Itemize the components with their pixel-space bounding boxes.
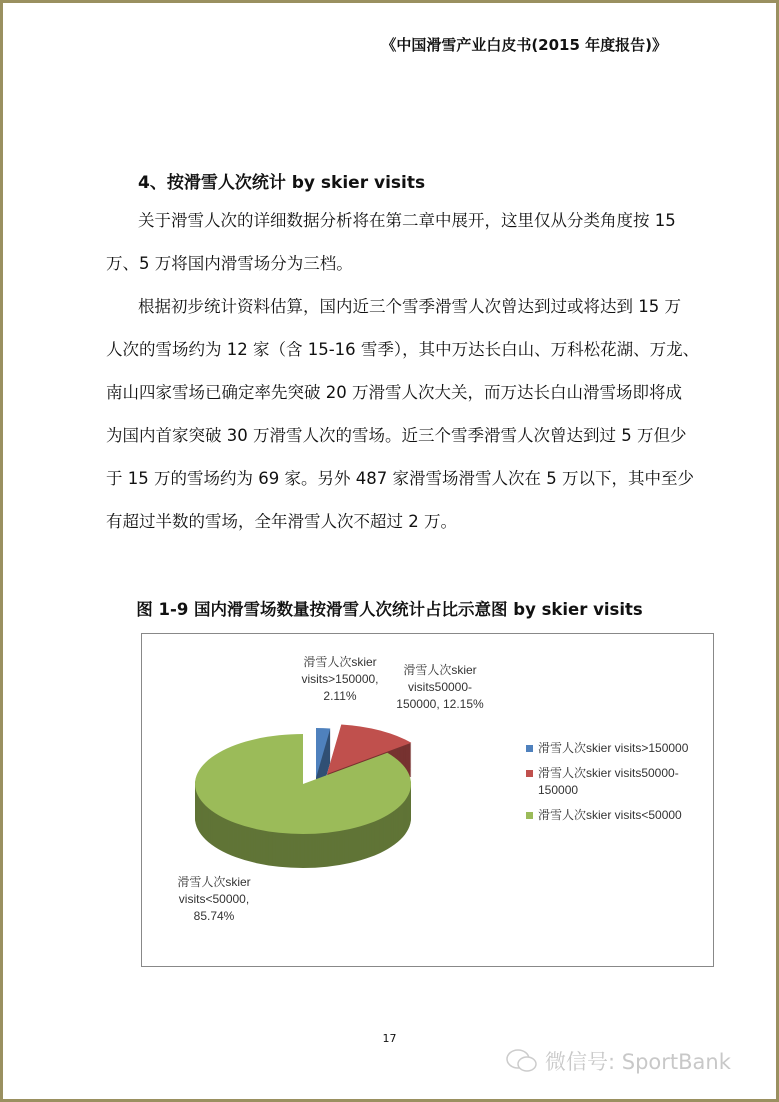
- text-line: 南山四家雪场已确定率先突破 20 万滑雪人次大关，而万达长白山滑雪场即将成: [106, 383, 682, 402]
- running-header: 《中国滑雪产业白皮书(2015 年度报告)》: [381, 36, 667, 54]
- data-label-high: 滑雪人次skier visits>150000, 2.11%: [301, 655, 379, 703]
- legend-swatch: [526, 745, 533, 752]
- page-number: 17: [382, 1032, 397, 1045]
- section-heading: 4、按滑雪人次统计 by skier visits: [138, 173, 426, 193]
- legend-item-mid: 滑雪人次skier visits50000- 150000: [526, 765, 708, 799]
- paragraph-2: [106, 285, 699, 543]
- watermark: [505, 1046, 731, 1076]
- text-line: 有超过半数的雪场，全年滑雪人次不超过 2 万。: [106, 512, 457, 531]
- legend-swatch: [526, 770, 533, 777]
- chart-legend: [526, 740, 708, 832]
- text-line: 关于滑雪人次的详细数据分析将在第二章中展开，这里仅从分类角度按 15: [138, 211, 676, 230]
- pie-chart: [141, 633, 714, 967]
- wechat-icon: [505, 1048, 539, 1074]
- legend-item-high: 滑雪人次skier visits>150000: [526, 740, 708, 757]
- legend-item-low: 滑雪人次skier visits<50000: [526, 807, 708, 824]
- text-line: 根据初步统计资料估算，国内近三个雪季滑雪人次曾达到过或将达到 15 万: [138, 297, 681, 316]
- paragraph-1: [106, 199, 676, 285]
- data-label-low: 滑雪人次skier visits<50000, 85.74%: [177, 875, 251, 923]
- figure-caption: 图 1-9 国内滑雪场数量按滑雪人次统计占比示意图 by skier visits: [136, 600, 643, 619]
- text-line: 为国内首家突破 30 万滑雪人次的雪场。近三个雪季滑雪人次曾达到过 5 万但少: [106, 426, 687, 445]
- data-label-mid: 滑雪人次skier visits50000- 150000, 12.15%: [396, 663, 484, 711]
- text-line: 于 15 万的雪场约为 69 家。另外 487 家滑雪场滑雪人次在 5 万以下，其中至少: [106, 469, 694, 488]
- legend-swatch: [526, 812, 533, 819]
- text-line: 万、5 万将国内滑雪场分为三档。: [106, 254, 353, 273]
- text-line: 人次的雪场约为 12 家（含 15-16 雪季），其中万达长白山、万科松花湖、万龙、: [106, 340, 700, 359]
- watermark-text: 微信号: SportBank: [545, 1050, 731, 1074]
